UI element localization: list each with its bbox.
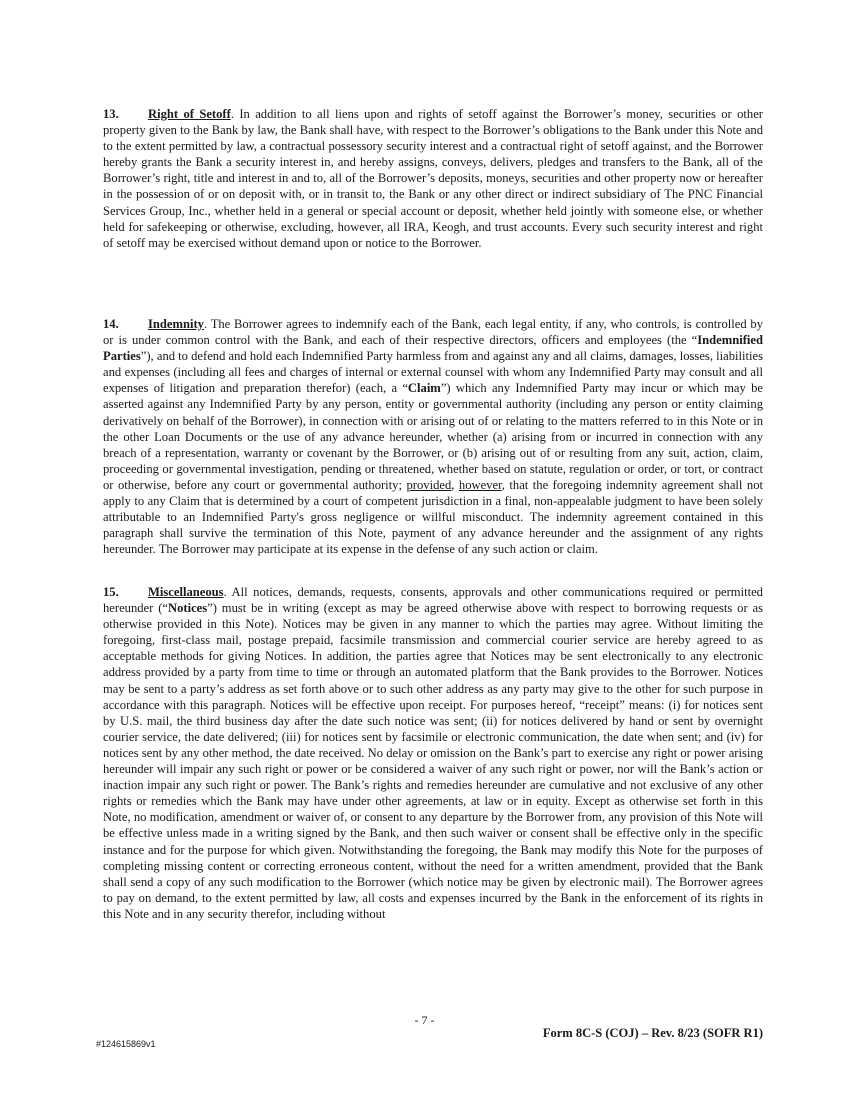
underlined-term: provided xyxy=(406,477,452,492)
section-heading: Indemnity xyxy=(148,317,204,331)
section-number: 15. xyxy=(103,585,119,599)
document-id: #124615869v1 xyxy=(96,1039,156,1049)
section-body: ”) which any Indemnified Party may incur or which may be asserted against any Indemnified Party by any person, entity or governmental authority (including any person or entity claiming derivatively on behalf of the Borrower), in connection with or arising out of or relating to the matters referred to in this Note or in the other Loan Documents or the use of any advance hereunder, whether (a) arising from or incurred in connection with any breach of a representation, warranty or covenant by the Borrower, or (b) arising out of or resulting from any suit, action, claim, proceeding or governmental investigation, pending or threatened, whether based on statute, regulation or order, or tort, or contract or otherwise, before any court or governmental authority; xyxy=(103,381,763,492)
section-body: ”) must be in writing (except as may be agreed otherwise above with respect to borrowing requests or as otherwise provided in this Note). Notices may be given in any manner to which the parties may agree. Without limiting the foregoing, first-class mail, postage prepaid, facsimile transmission and commercial courier service are hereby agreed to as acceptable methods for giving Notices. In addition, the parties agree that Notices may be sent electronically to any electronic address provided by a party from time to time or through an automated platform that the Bank provides to the Borrower. Notices may be sent to a party’s address as set forth above or to such other address as any party may give to the other for such purpose in accordance with this paragraph. Notices will be effective upon receipt. For purposes hereof, “receipt” means: (i) for notices sent by U.S. mail, the third business day after the date such notice was sent; (ii) for notices delivered by hand or sent by overnight courier service, the date delivered; (iii) for notices sent by facsimile or electronic communication, the date when sent; and (iv) for notices sent by any other method, the date received. No delay or omission on the Bank’s part to exercise any right or power arising hereunder will impair any such right or power or be considered a waiver of any such right or power, nor will the Bank’s action or inaction impair any such right or power. The Bank’s rights and remedies hereunder are cumulative and not exclusive of any other rights or remedies which the Bank may have under other agreements, at law or in equity. Except as otherwise set forth in this Note, no modification, amendment or waiver of, or consent to any departure by the Borrower from, any provision of this Note will be effective unless made in a writing signed by the Bank, and then such waiver or consent shall be effective only in the specific instance and for the purpose for which given. Notwithstanding the foregoing, the Bank may modify this Note for the purposes of completing missing content or correcting erroneous content, without the need for a written amendment, provided that the Bank shall send a copy of any such modification to the Borrower (which notice may be given by electronic mail). The Borrower agrees to pay on demand, to the extent permitted by law, all costs and expenses incurred by the Bank in the enforcement of its rights in this Note and in any security therefor, including without xyxy=(103,601,763,921)
section-heading: Right of Setoff xyxy=(148,107,231,121)
defined-term: Indemnified Parties xyxy=(103,333,763,364)
defined-term: Claim xyxy=(407,381,441,396)
section-body: The Borrower agrees to indemnify each of the Bank, each legal entity, if any, who controls, is controlled by or is under common control with the Bank, and each of their respective directors, officers and employees (the “ xyxy=(103,317,764,348)
underlined-term: however xyxy=(458,477,502,492)
defined-term: Notices xyxy=(167,601,208,616)
page-number: - 7 - xyxy=(414,1013,435,1027)
form-identifier: Form 8C-S (COJ) – Rev. 8/23 (SOFR R1) xyxy=(542,1026,763,1040)
section-14: 14. Indemnity. The Borrower agrees to indemnify each of the Bank, each legal entity, if any, who controls, is controlled by or is under common control with the Bank, and each of their respective directors, officers and employees (the “Indemnified Parties”), and to defend and hold each Indemnified Party harmless from and against any and all claims, damages, losses, liabilities and expenses (including all fees and charges of internal or external counsel with whom any Indemnified Party may consult and all expenses of litigation and preparation therefor) (each, a “Claim”) which any Indemnified Party may incur or which may be asserted against any Indemnified Party by any person, entity or governmental authority (including any person or entity claiming derivatively on behalf of the Borrower), in connection with or arising out of or relating to the matters referred to in this Note or in the other Loan Documents or the use of any advance hereunder, whether (a) arising from or incurred in connection with any breach of a representation, warranty or covenant by the Borrower, or (b) arising out of or resulting from any suit, action, claim, proceeding or governmental investigation, pending or threatened, whether based on statute, regulation or order, or tort, or contract or otherwise, before any court or governmental authority; provided, however, that the foregoing indemnity agreement shall not apply to any Claim that is determined by a court of competent jurisdiction in a final, non-appealable judgment to have been solely attributable to an Indemnified Party's gross negligence or willful misconduct. The indemnity agreement contained in this paragraph shall survive the termination of this Note, payment of any advance hereunder and the assignment of any rights hereunder. The Borrower may participate at its expense in the defense of any such action or claim. xyxy=(103,317,764,557)
section-heading: Miscellaneous xyxy=(148,585,224,599)
section-body: All notices, demands, requests, consents, approvals and other communications required or permitted hereunder (“ xyxy=(103,585,763,616)
section-body: In addition to all liens upon and rights of setoff against the Borrower’s money, securities or other property given to the Bank by law, the Bank shall have, with respect to the Borrower’s obligations to the Bank under this Note and to the extent permitted by law, a contractual possessory security interest and a contractual right of setoff against, and the Borrower hereby grants the Bank a security interest in, and hereby assigns, conveys, delivers, pledges and transfers to the Bank, all of the Borrower’s right, title and interest in and to, all of the Borrower’s deposits, moneys, securities and other property now or hereafter in the possession of or on deposit with, or in transit to, the Bank or any other direct or indirect subsidiary of The PNC Financial Services Group, Inc., whether held in a general or special account or deposit, whether held jointly with someone else, or whether held for safekeeping or otherwise, excluding, however, all IRA, Keogh, and trust accounts. Every such security interest and right of setoff may be exercised without demand upon or notice to the Borrower. xyxy=(103,107,763,250)
section-13: 13. Right of Setoff. In addition to all liens upon and rights of setoff against the Borrower’s money, securities or other property given to the Bank by law, the Bank shall have, with respect to the Borrower’s obligations to the Bank under this Note and to the extent permitted by law, a contractual possessory security interest and a contractual right of setoff against, and the Borrower hereby grants the Bank a security interest in, and hereby assigns, conveys, delivers, pledges and transfers to the Bank, all of the Borrower’s right, title and interest in and to, all of the Borrower’s deposits, moneys, securities and other property now or hereafter in the possession of or on deposit with, or in transit to, the Bank or any other direct or indirect subsidiary of The PNC Financial Services Group, Inc., whether held in a general or special account or deposit, whether held jointly with someone else, or whether held for safekeeping or otherwise, excluding, however, all IRA, Keogh, and trust accounts. Every such security interest and right of setoff may be exercised without demand upon or notice to the Borrower. xyxy=(103,107,763,250)
section-body: ”), and to defend and hold each Indemnified Party harmless from and against any and all claims, damages, losses, liabilities and expenses (including all fees and charges of internal or external counsel with whom any Indemnified Party may consult and all expenses of litigation and preparation therefor) (each, a “ xyxy=(103,349,763,396)
section-body: , that the foregoing indemnity agreement shall not apply to any Claim that is determined by a court of competent jurisdiction in a final, non-appealable judgment to have been solely attributable to an Indemnified Party's gross negligence or willful misconduct. The indemnity agreement contained in this paragraph shall survive the termination of this Note, payment of any advance hereunder and the assignment of any rights hereunder. The Borrower may participate at its expense in the defense of any such action or claim. xyxy=(103,477,764,557)
separator: , xyxy=(451,477,459,492)
section-15: 15. Miscellaneous. All notices, demands, requests, consents, approvals and other communications required or permitted hereunder (“Notices”) must be in writing (except as may be agreed otherwise above with respect to borrowing requests or as otherwise provided in this Note). Notices may be given in any manner to which the parties may agree. Without limiting the foregoing, first-class mail, postage prepaid, facsimile transmission and commercial courier service are hereby agreed to as acceptable methods for giving Notices. In addition, the parties agree that Notices may be sent electronically to any electronic address provided by a party from time to time or through an automated platform that the Bank provides to the Borrower. Notices may be sent to a party’s address as set forth above or to such other address as any party may give to the other for such purpose in accordance with this paragraph. Notices will be effective upon receipt. For purposes hereof, “receipt” means: (i) for notices sent by U.S. mail, the third business day after the date such notice was sent; (ii) for notices delivered by hand or sent by overnight courier service, the date delivered; (iii) for notices sent by facsimile or electronic communication, the date when sent; and (iv) for notices sent by any other method, the date received. No delay or omission on the Bank’s part to exercise any right or power arising hereunder will impair any such right or power or be considered a waiver of any such right or power, nor will the Bank’s action or inaction impair any such right or power. The Bank’s rights and remedies hereunder are cumulative and not exclusive of any other rights or remedies which the Bank may have under other agreements, at law or in equity. Except as otherwise set forth in this Note, no modification, amendment or waiver of, or consent to any departure by the Borrower from, any provision of this Note will be effective unless made in a writing signed by the Bank, and then such waiver or consent shall be effective only in the specific instance and for the purpose for which given. Notwithstanding the foregoing, the Bank may modify this Note for the purposes of completing missing content or correcting erroneous content, without the need for a written amendment, provided that the Bank shall send a copy of any such modification to the Borrower (which notice may be given by electronic mail). The Borrower agrees to pay on demand, to the extent permitted by law, all costs and expenses incurred by the Bank in the enforcement of its rights in this Note and in any security therefor, including without xyxy=(103,585,763,921)
section-number: 14. xyxy=(103,317,119,331)
section-number: 13. xyxy=(103,107,119,121)
